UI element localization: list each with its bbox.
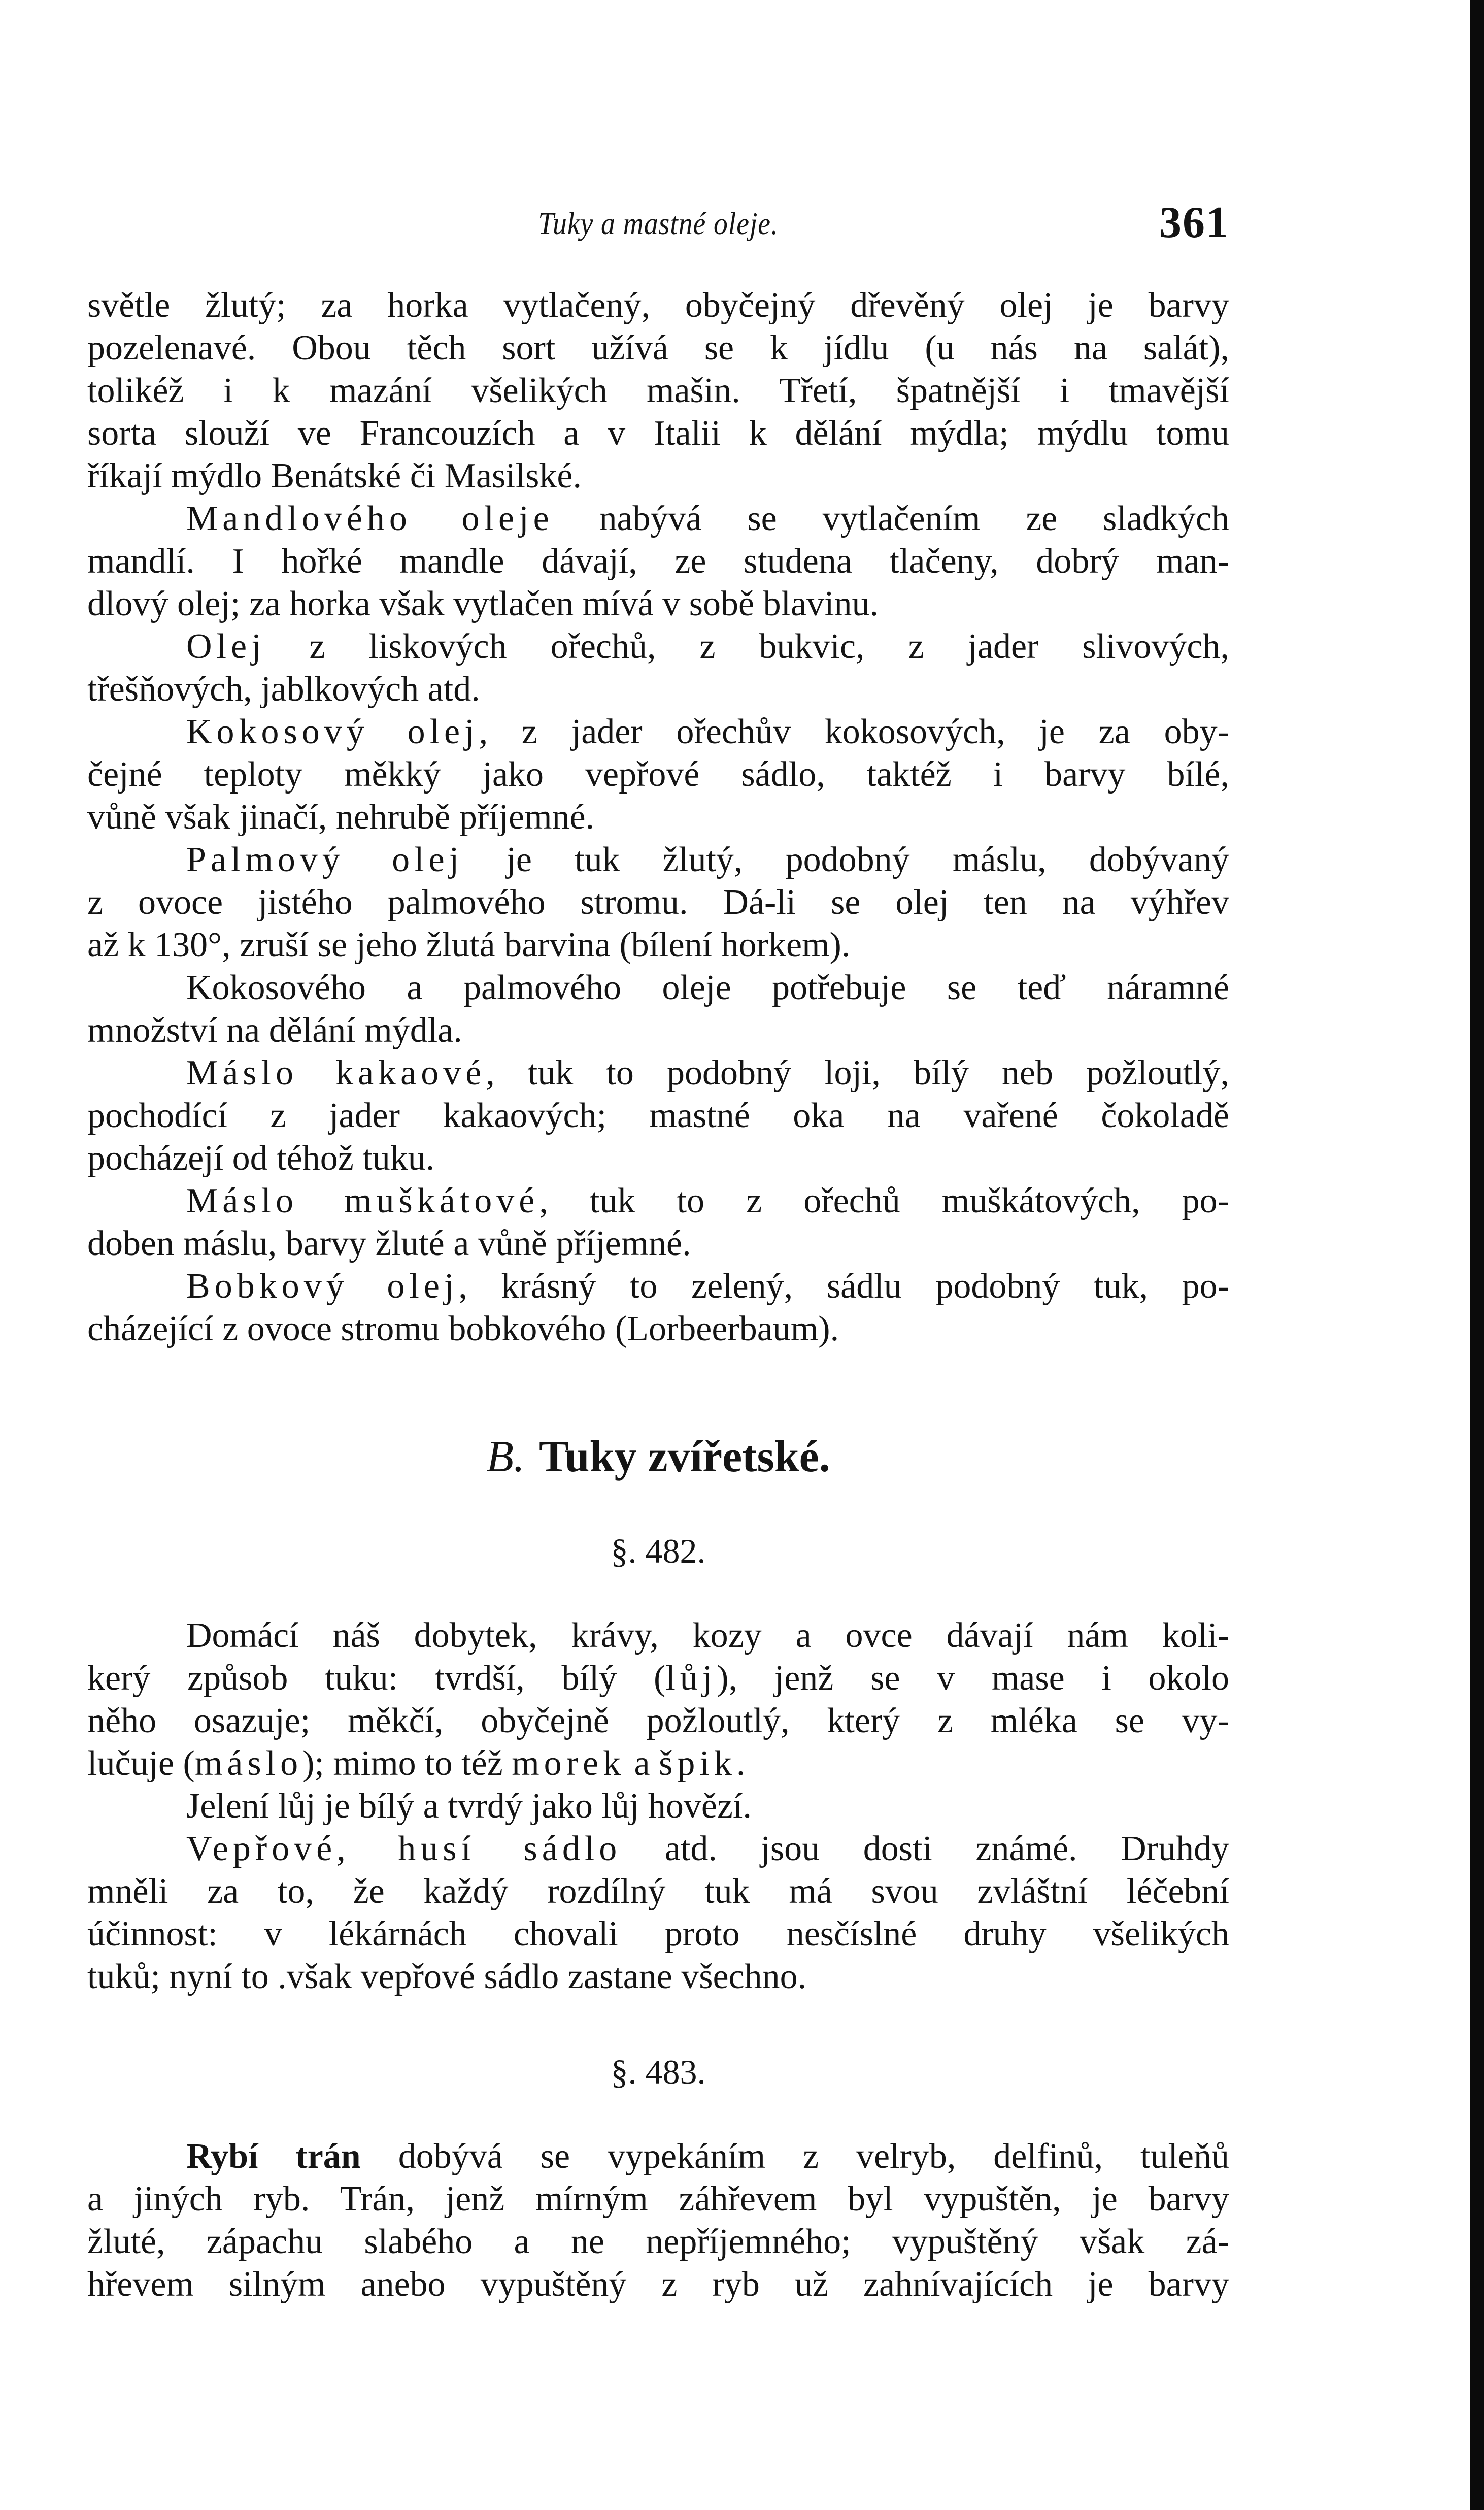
text-line: Jelení lůj je bílý a tvrdý jako lůj hovězí.	[186, 1787, 752, 1826]
text-line	[87, 1742, 1229, 1785]
text-run: atd. jsou dosti známé. Druhdy	[621, 1829, 1229, 1868]
text-line: světle žlutý; za horka vytlačený, obyčejný dřevěný olej je barvy	[87, 286, 1229, 325]
text-line: pozelenavé. Obou těch sort užívá se k jídlu (u nás na salát),	[87, 328, 1229, 368]
paragraph-liskovy-olej	[87, 625, 1229, 668]
text-line: tuků; nyní to .však vepřové sádlo zastane všechno.	[87, 1957, 807, 1996]
spaced-term: Mandlového oleje	[186, 499, 554, 538]
text-line: pocházejí od téhož tuku.	[87, 1139, 435, 1178]
paragraph-maslo-kakaove	[87, 1052, 1229, 1095]
text-line: čejné teploty měkký jako vepřové sádlo, taktéž i barvy bílé,	[87, 755, 1229, 794]
text-line: dlový olej; za horka však vytlačen mívá v sobě blavinu.	[87, 584, 879, 623]
running-title: Tuky a mastné oleje.	[538, 207, 779, 241]
text-run: .	[736, 1744, 746, 1783]
paragraph-rybi-tran	[87, 2135, 1229, 2178]
spaced-term: Olej	[186, 627, 266, 666]
paragraph-number: §. 482.	[611, 1532, 706, 1570]
text-line: množství na dělání mýdla.	[87, 1011, 462, 1050]
text-line: něho osazuje; měkčí, obyčejně požloutlý, který z mléka se vy-	[87, 1701, 1229, 1740]
text-line: třešňových, jablkových atd.	[87, 670, 480, 709]
paragraph-veprove-sadlo	[87, 1828, 1229, 1870]
text-line: sorta slouží ve Francouzích a v Italii k dělání mýdla; mýdlu tomu	[87, 414, 1229, 453]
text-run: lučuje (	[87, 1744, 195, 1783]
spaced-term: lůj	[665, 1659, 717, 1698]
paragraph-number: §. 483.	[611, 2053, 706, 2091]
text-line: říkají mýdlo Benátské či Masilské.	[87, 456, 582, 496]
spaced-term: Bobkový olej	[186, 1267, 459, 1306]
section-title: Tuky zvířetské.	[539, 1432, 830, 1481]
text-line: žluté, zápachu slabého a ne nepříjemného; vypuštěný však zá-	[87, 2222, 1229, 2261]
text-run: z liskových ořechů, z bukvic, z jader slivových,	[265, 627, 1229, 666]
text-run: ); mimo to též	[302, 1744, 512, 1783]
paragraph-mandlovy-olej	[87, 498, 1229, 540]
text-line: z ovoce jistého palmového stromu. Dá-li se olej ten na výhřev	[87, 883, 1229, 922]
spacer	[87, 1574, 1229, 1614]
text-run: nabývá se vytlačením ze sladkých	[553, 499, 1229, 538]
text-run: , z jader ořechův kokosových, je za oby-	[479, 712, 1229, 751]
paragraph-maslo-muskatove	[87, 1180, 1229, 1223]
spacer	[87, 1998, 1229, 2049]
text-run: dobývá se vypekáním z velryb, delfinů, tuleňů	[360, 2137, 1229, 2176]
text-run: , tuk to podobný loji, bílý neb požloutlý,	[486, 1053, 1229, 1093]
text-line: doben máslu, barvy žluté a vůně příjemné.	[87, 1224, 691, 1263]
text-line: mandlí. I hořké mandle dávají, ze studena tlačeny, dobrý man-	[87, 542, 1229, 581]
spacer	[87, 1488, 1229, 1528]
text-run: ), jenž se v mase i okolo	[717, 1659, 1229, 1698]
text-run: kerý způsob tuku: tvrdší, bílý (	[87, 1659, 666, 1698]
spaced-term: špik	[659, 1744, 736, 1783]
text-run: , tuk to z ořechů muškátových, po-	[539, 1181, 1229, 1220]
text-line: mněli za to, že každý rozdílný tuk má svou zvláštní léčební	[87, 1872, 1229, 1911]
spaced-term: Palmový olej	[186, 840, 464, 879]
book-page	[87, 0, 1229, 2510]
paragraph-kokosovy-olej	[87, 711, 1229, 753]
spacer	[87, 2095, 1229, 2135]
running-head	[87, 197, 1229, 253]
paragraph-palmovy-olej	[87, 839, 1229, 881]
spacer	[87, 1350, 1229, 1427]
text-line: Kokosového a palmového oleje potřebuje se teď náramné	[186, 968, 1229, 1007]
page-edge-shadow	[1470, 0, 1484, 2510]
page-number: 361	[1159, 198, 1229, 247]
text-line: až k 130°, zruší se jeho žlutá barvina (bílení horkem).	[87, 926, 851, 965]
paragraph-bobkovy-olej	[87, 1265, 1229, 1308]
text-run: , krásný to zelený, sádlu podobný tuk, po-	[458, 1267, 1229, 1306]
text-run: je tuk žlutý, podobný máslu, dobývaný	[463, 840, 1229, 879]
body-text	[87, 284, 1229, 2306]
spaced-term: Vepřové, husí sádlo	[186, 1829, 622, 1868]
text-line: účinnost: v lékárnách chovali proto nesčíslné druhy všelikých	[87, 1914, 1229, 1954]
text-line	[87, 1657, 1229, 1700]
text-line: cházející z ovoce stromu bobkového (Lorbeerbaum).	[87, 1309, 839, 1348]
text-line: hřevem silným anebo vypuštěný z ryb už zahnívajících je barvy	[87, 2265, 1229, 2304]
text-run: a	[625, 1744, 659, 1783]
text-line: Domácí náš dobytek, krávy, kozy a ovce dávají nám koli-	[186, 1616, 1229, 1655]
spaced-term: Máslo kakaové	[186, 1053, 486, 1093]
spaced-term: máslo	[194, 1744, 303, 1783]
section-letter: B.	[486, 1432, 525, 1481]
spaced-term: Máslo muškátové	[186, 1181, 539, 1220]
bold-term: Rybí trán	[186, 2137, 361, 2176]
text-line: vůně však jinačí, nehrubě příjemné.	[87, 798, 595, 837]
section-heading	[87, 1427, 1229, 1488]
text-line: a jiných ryb. Trán, jenž mírným záhřevem byl vypuštěn, je barvy	[87, 2179, 1229, 2219]
text-line: tolikéž i k mazání všelikých mašin. Třetí, špatnější i tmavější	[87, 371, 1229, 410]
text-line: pochodící z jader kakaových; mastné oka na vařené čokoladě	[87, 1096, 1229, 1135]
spaced-term: Kokosový olej	[186, 712, 479, 751]
spaced-term: morek	[512, 1744, 626, 1783]
